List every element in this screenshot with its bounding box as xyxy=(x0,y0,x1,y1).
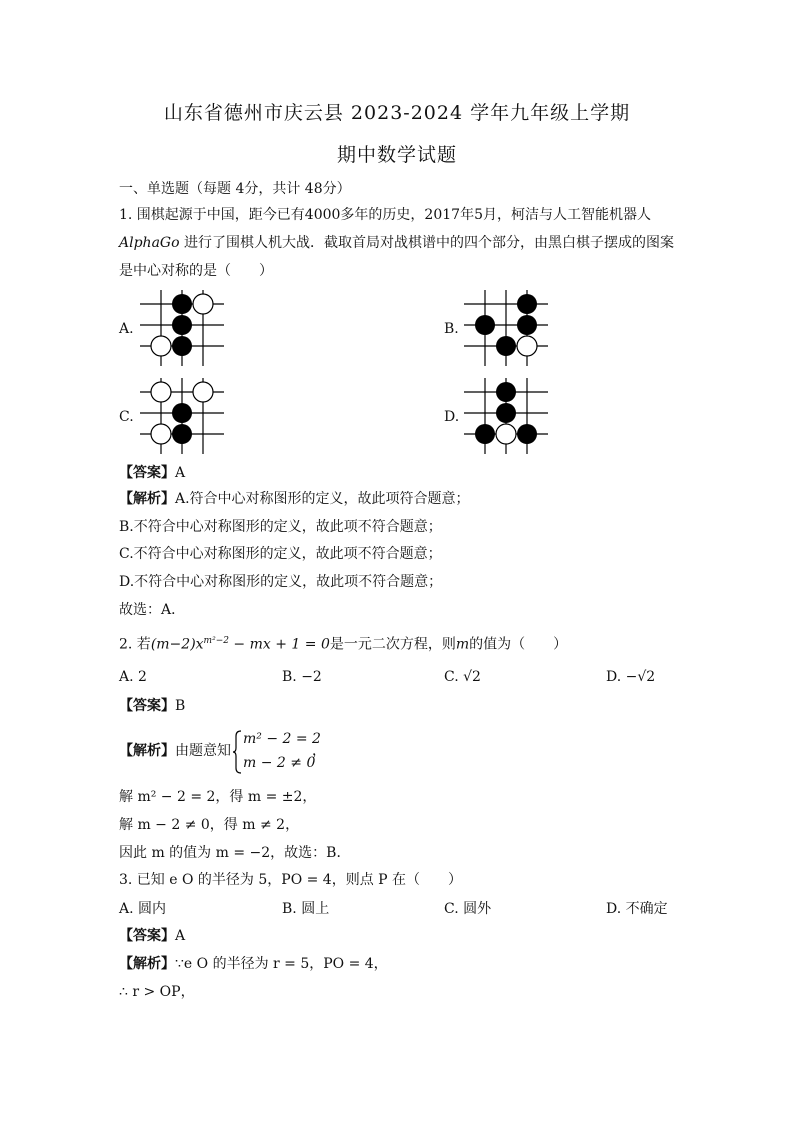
q1-option-a-label: A. xyxy=(119,321,134,337)
q3-analysis-line-1 xyxy=(119,955,388,973)
q3-option-d: D. 不确定 xyxy=(606,901,668,917)
q2-answer xyxy=(119,697,185,715)
q2-step-2: 解 m − 2 ≠ 0，得 m ≠ 2， xyxy=(119,817,300,833)
q2-option-c xyxy=(444,668,481,686)
q3-option-a: A. 圆内 xyxy=(119,901,167,917)
q2-analysis-intro-text: 由题意知 xyxy=(175,743,231,759)
analysis-label: 【解析】 xyxy=(119,956,175,972)
q3-option-c: C. 圆外 xyxy=(444,901,492,917)
q3-stem: 3. 已知 e O 的半径为 5，PO = 4，则点 P 在（ ） xyxy=(119,872,463,888)
q1-analysis-line-5: 故选：A． xyxy=(119,602,186,618)
q2-system-end: ， xyxy=(312,743,326,759)
q1-line-2-rest: 进行了围棋人机大战．截取首局对战棋谱中的四个部分，由黑白棋子摆成的图案 xyxy=(179,235,674,251)
q3-answer xyxy=(119,927,185,945)
q1-analysis-line-3: C.不符合中心对称图形的定义，故此项不符合题意； xyxy=(119,546,442,562)
q1-option-d-label: D. xyxy=(444,409,460,425)
answer-label: 【答案】 xyxy=(119,698,175,714)
q1-analysis-line-2: B.不符合中心对称图形的定义，故此项不符合题意； xyxy=(119,519,442,535)
q1-line-3: 是中心对称的是（ ） xyxy=(119,263,273,279)
title-line-1: 山东省德州市庆云县 2023-2024 学年九年级上学期 xyxy=(163,102,631,124)
q1-analysis-line-4: D.不符合中心对称图形的定义，故此项不符合题意； xyxy=(119,574,443,590)
q1-option-a-board xyxy=(140,290,224,366)
q3-option-b: B. 圆上 xyxy=(282,901,330,917)
answer-label: 【答案】 xyxy=(119,465,175,481)
q2-analysis-intro xyxy=(119,742,231,760)
answer-label: 【答案】 xyxy=(119,928,175,944)
q1-answer-value: A xyxy=(175,465,186,481)
q2-mid: 是一元二次方程，则 xyxy=(329,636,456,653)
alphago-text: AlphaGo xyxy=(119,235,180,251)
q2-system-eq-2: m − 2 ≠ 0 xyxy=(243,755,316,771)
q1-option-d-board xyxy=(464,378,548,454)
title-line-2: 期中数学试题 xyxy=(336,144,457,166)
q2-suffix: 的值为（ ） xyxy=(469,636,568,653)
q2-stem xyxy=(119,632,567,654)
q2-option-d xyxy=(606,668,655,686)
q2-var: m xyxy=(455,636,470,653)
q2-expr-b: − mx + 1 = 0 xyxy=(228,636,330,653)
q1-line-2 xyxy=(119,234,674,252)
analysis-label: 【解析】 xyxy=(119,743,175,759)
q2-exponent: m²−2 xyxy=(203,636,229,646)
q2-option-c-value: √2 xyxy=(463,669,481,685)
q2-expr-a: (m−2)x xyxy=(150,636,204,653)
q1-answer xyxy=(119,464,185,482)
q2-prefix: 2. 若 xyxy=(119,636,151,653)
q2-option-b: B. −2 xyxy=(282,669,322,685)
system-brace-icon xyxy=(232,730,242,774)
q2-step-1: 解 m² − 2 = 2，得 m = ±2， xyxy=(119,789,317,805)
q2-option-d-label: D. xyxy=(606,669,622,685)
q3-analysis-line-2: ∴ r > OP， xyxy=(119,984,195,1000)
q1-option-b-label: B. xyxy=(444,321,459,337)
q3-answer-value: A xyxy=(175,928,186,944)
q1-analysis-line-1 xyxy=(119,490,470,508)
q1-option-c-board xyxy=(140,378,224,454)
q1-analysis-text-1: A.符合中心对称图形的定义，故此项符合题意； xyxy=(175,491,470,507)
q2-option-a: A. 2 xyxy=(119,669,147,685)
q1-option-b-board xyxy=(464,290,548,366)
q1-line-1: 1. 围棋起源于中国，距今已有4000多年的历史，2017年5月，柯洁与人工智能机器人 xyxy=(119,207,651,223)
analysis-label: 【解析】 xyxy=(119,491,175,507)
q3-analysis-text-1: ∵e O 的半径为 r = 5，PO = 4， xyxy=(175,956,388,972)
q1-option-c-label: C. xyxy=(119,409,134,425)
q2-system-eq-1: m² − 2 = 2 xyxy=(243,731,321,747)
q2-answer-value: B xyxy=(175,698,186,714)
q2-option-d-value: −√2 xyxy=(625,669,656,685)
q2-step-3: 因此 m 的值为 m = −2，故选：B． xyxy=(119,845,351,861)
section-heading: 一、单选题（每题 4分，共计 48分） xyxy=(119,181,351,197)
q2-option-c-label: C. xyxy=(444,669,459,685)
